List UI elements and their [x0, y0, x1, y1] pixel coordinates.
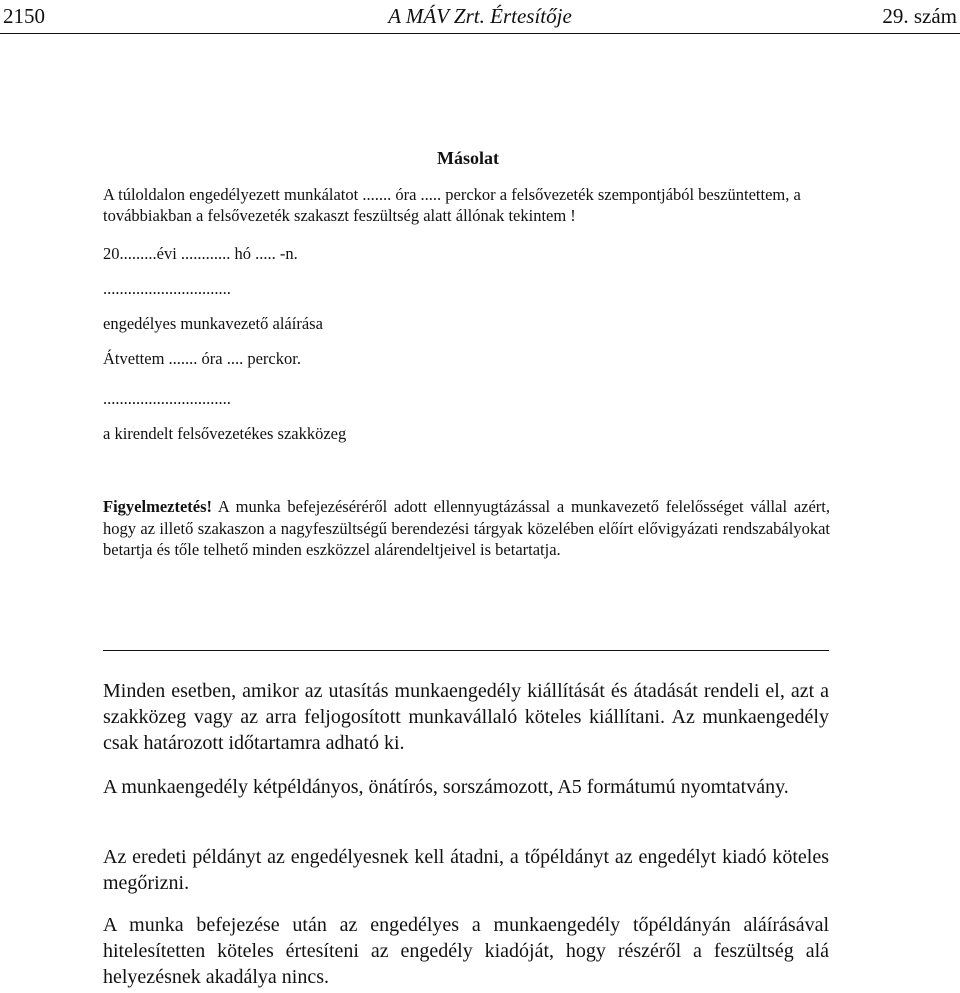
date-line: 20.........évi ............ hó ..... -n.: [103, 244, 298, 263]
warning-block: [103, 496, 830, 561]
received-line: Átvettem ....... óra .... perckor.: [103, 349, 301, 368]
body-paragraph-1: Minden esetben, amikor az utasítás munkaengedély kiállítását és átadását rendeli el, azt a szakközeg vagy az arra feljogosított munkavállaló köteles kiállítani. Az munkaengedély csak határozott időtartamra adható ki.: [103, 680, 829, 754]
issue-number: 29. szám: [882, 4, 957, 28]
warning-label: Figyelmeztetés!: [103, 497, 213, 516]
signature-dots-1: ...............................: [103, 279, 231, 298]
signature-label-2: a kirendelt felsővezetékes szakközeg: [103, 424, 347, 443]
body-paragraph-2: A munkaengedély kétpéldányos, önátírós, sorszámozott, A5 formátumú nyomtatvány.: [103, 776, 789, 798]
journal-title: A MÁV Zrt. Értesítője: [388, 4, 572, 28]
body-paragraph-3: Az eredeti példányt az engedélyesnek kell átadni, a tőpéldányt az engedélyt kiadó köteles megőrizni.: [103, 846, 829, 894]
copy-statement: A túloldalon engedélyezett munkálatot ....... óra ..... perckor a felsővezeték szempontjából beszüntettem, a továbbiakban a felsővezeték szakaszt feszültség alatt állónak tekintem !: [103, 185, 801, 225]
warning-text: A munka befejezéséréről adott ellennyugtázással a munkavezető felelősséget vállal azért, hogy az illető szakaszon a nagyfeszültségű berendezési tárgyak közelében előírt elővigyázati rendszabályokat betartja és tőle telhető minden eszközzel alárendeltjeivel is betartatja.: [103, 497, 830, 559]
page-header: [0, 0, 960, 34]
body-paragraph-4: A munka befejezése után az engedélyes a munkaengedély tőpéldányán aláírásával hitelesítetten köteles értesíteni az engedély kiadóját, hogy részéről a feszültség alá helyezésnek akadálya nincs.: [103, 914, 829, 988]
signature-label-1: engedélyes munkavezető aláírása: [103, 314, 323, 333]
page-number: 2150: [3, 4, 45, 28]
section-divider: [103, 650, 829, 651]
signature-dots-2: ...............................: [103, 389, 231, 408]
copy-title: Másolat: [437, 148, 499, 168]
